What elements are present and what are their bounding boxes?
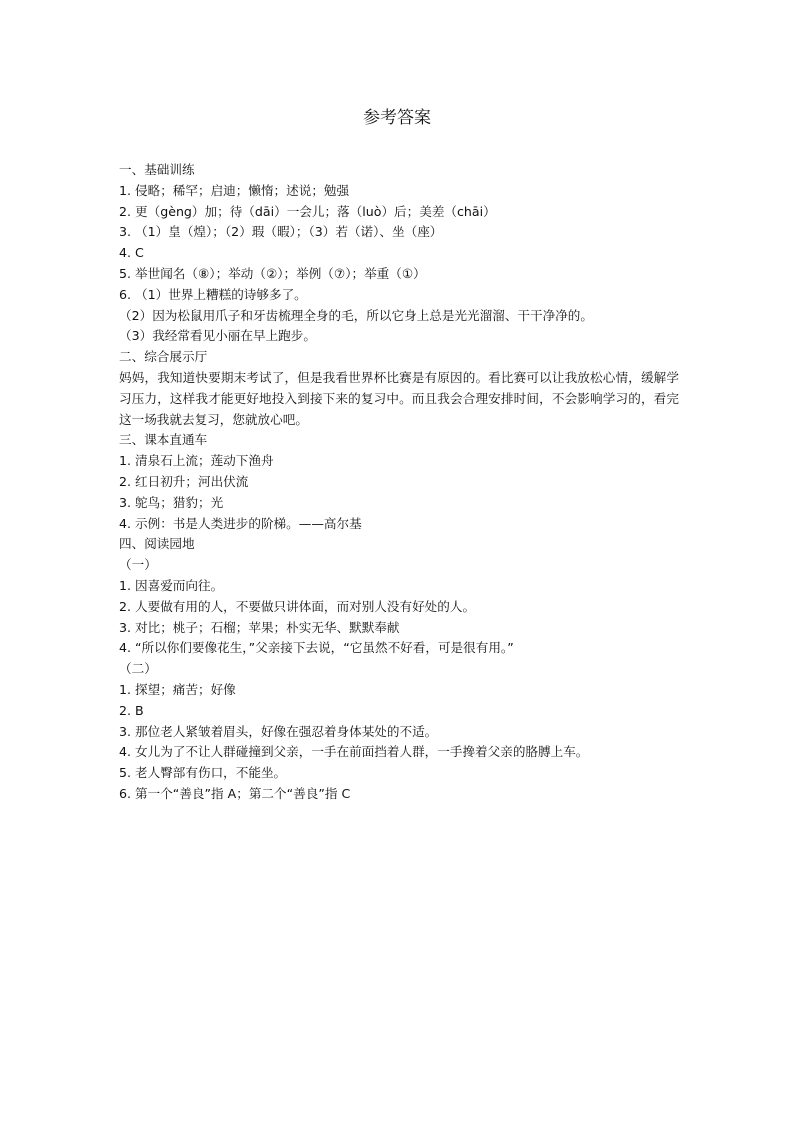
answer-line: 4. 女儿为了不让人群碰撞到父亲，一手在前面挡着人群，一手搀着父亲的胳膊上车。 xyxy=(119,744,589,760)
answer-line: 3. 鸵鸟；猎豹；光 xyxy=(119,494,224,510)
answer-line: 6. （1）世界上糟糕的诗够多了。 xyxy=(119,286,307,302)
answer-line: 4. “所以你们要像花生，”父亲接下去说，“它虽然不好看，可是很有用。” xyxy=(119,640,514,656)
answer-line: 5. 举世闻名（⑧）；举动（②）；举例（⑦）；举重（①） xyxy=(119,265,426,281)
answer-line: 1. 侵略；稀罕；启迪；懒惰；述说；勉强 xyxy=(119,182,350,198)
answer-paragraph: 妈妈，我知道快要期末考试了，但是我看世界杯比赛是有原因的。看比赛可以让我放松心情，缓解学习压力，这样我才能更好地投入到接下来的复习中。而且我会合理安排时间，不会影响学习的，看完这一场我就去复习，您就放心吧。 xyxy=(119,369,679,427)
page-title: 参考答案 xyxy=(363,108,431,128)
section-heading-basic: 一、基础训练 xyxy=(119,162,195,177)
section-heading-reading: 四、阅读园地 xyxy=(119,536,195,552)
answer-line: 3. （1）皇（煌）；（2）瑕（暇）；（3）若（诺）、坐（座） xyxy=(119,224,443,240)
answer-line: 2. 更（gèng）加；待（dāi）一会儿；落（luò）后；美差（chāi） xyxy=(119,203,496,219)
answer-line: 2. B xyxy=(119,702,144,718)
answer-line: 3. 对比；桃子；石榴；苹果；朴实无华、默默奉献 xyxy=(119,619,400,635)
answer-line: 3. 那位老人紧皱着眉头，好像在强忍着身体某处的不适。 xyxy=(119,723,438,739)
answer-line: 2. 人要做有用的人，不要做只讲体面，而对别人没有好处的人。 xyxy=(119,598,476,614)
answer-line: 1. 清泉石上流；莲动下渔舟 xyxy=(119,453,274,469)
section-heading-textbook: 三、课本直通车 xyxy=(119,432,208,448)
answer-line: 5. 老人臀部有伤口，不能坐。 xyxy=(119,765,287,781)
answer-line: 6. 第一个“善良”指 A；第二个“善良”指 C xyxy=(119,785,351,801)
answer-line: 1. 因喜爱而向往。 xyxy=(119,577,224,593)
answer-content xyxy=(119,160,679,805)
subsection-heading: （二） xyxy=(119,661,157,677)
answer-line: 1. 探望；痛苦；好像 xyxy=(119,681,236,697)
subsection-heading: （一） xyxy=(119,557,157,573)
answer-line: 4. C xyxy=(119,245,144,261)
answer-line: 4. 示例：书是人类进步的阶梯。——高尔基 xyxy=(119,515,362,531)
answer-line: 2. 红日初升；河出伏流 xyxy=(119,473,249,489)
answer-line: （2）因为松鼠用爪子和牙齿梳理全身的毛，所以它身上总是光光溜溜、干干净净的。 xyxy=(119,307,593,323)
section-heading-display: 二、综合展示厅 xyxy=(119,349,208,365)
answer-line: （3）我经常看见小丽在早上跑步。 xyxy=(119,328,316,344)
